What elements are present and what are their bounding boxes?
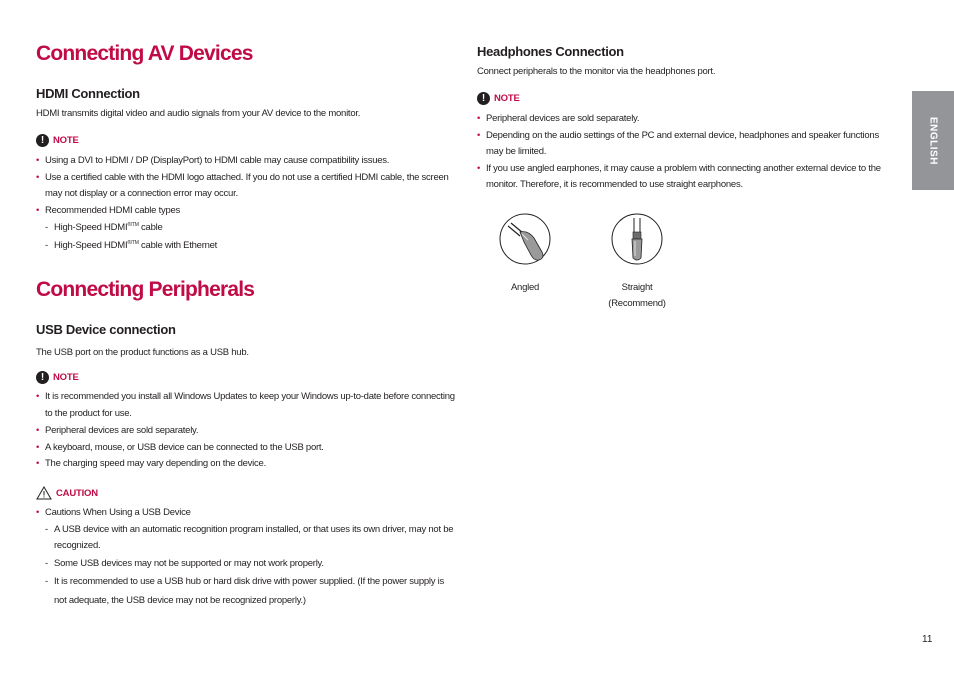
list-item xyxy=(36,505,458,610)
usb-caution-sub-list xyxy=(45,522,458,611)
list-item: • The charging speed may vary depending on the device. xyxy=(36,456,458,473)
list-item: • Peripheral devices are sold separately. xyxy=(477,111,897,128)
sub-list-item xyxy=(45,237,458,255)
hdmi-connection-heading: HDMI Connection xyxy=(36,86,140,101)
caution-triangle-icon xyxy=(36,486,52,500)
headphones-connection-heading: Headphones Connection xyxy=(477,44,624,59)
note-label: NOTE xyxy=(53,372,79,383)
angled-plug-icon xyxy=(498,212,552,266)
list-item: • Depending on the audio settings of the PC and external device, headphones and speaker functions may be limited. xyxy=(477,128,897,161)
straight-plug-figure xyxy=(597,212,677,312)
cable-name: High-Speed HDMI xyxy=(54,239,128,251)
usb-description: The USB port on the product functions as a USB hub. xyxy=(36,347,249,358)
straight-recommend-label: (Recommend) xyxy=(608,298,666,309)
note-icon: ! xyxy=(36,134,49,147)
list-item: • A keyboard, mouse, or USB device can be connected to the USB port. xyxy=(36,440,458,457)
headphones-note-list xyxy=(477,111,897,194)
list-item: • Using a DVI to HDMI / DP (DisplayPort) to HDMI cable may cause compatibility issues. xyxy=(36,153,458,170)
language-tab-label: ENGLISH xyxy=(927,116,939,165)
sub-list-item: - A USB device with an automatic recognition program installed, or that uses its own driver, may not be recognized. xyxy=(45,522,458,555)
headphones-description: Connect peripherals to the monitor via the headphones port. xyxy=(477,66,716,77)
angled-label: Angled xyxy=(510,282,540,293)
cable-suffix: cable xyxy=(138,222,163,233)
note-label: NOTE xyxy=(494,93,520,104)
list-item-text: Recommended HDMI cable types xyxy=(45,204,181,216)
sub-list-item: - It is recommended to use a USB hub or hard disk drive with power supplied. (If the power supply is not adequate, the USB device may not be recognized properly.) xyxy=(45,572,458,610)
peripherals-title: Connecting Peripherals xyxy=(36,278,255,301)
note-label: NOTE xyxy=(53,135,79,146)
cable-name: High-Speed HDMI xyxy=(54,222,128,233)
straight-plug-icon xyxy=(610,212,664,266)
hdmi-note-list xyxy=(36,153,458,254)
list-item xyxy=(36,203,458,255)
angled-plug-figure xyxy=(495,212,555,296)
trademark: ®/TM xyxy=(127,221,139,228)
sub-list-item xyxy=(45,219,458,237)
sub-list-item: - Some USB devices may not be supported or may not work properly. xyxy=(45,555,458,573)
av-devices-title: Connecting AV Devices xyxy=(36,42,253,65)
usb-connection-heading: USB Device connection xyxy=(36,322,176,337)
hdmi-cable-types xyxy=(45,219,458,254)
hdmi-description: HDMI transmits digital video and audio signals from your AV device to the monitor. xyxy=(36,108,361,119)
straight-label: Straight xyxy=(621,282,653,293)
usb-note-list xyxy=(36,389,458,473)
trademark: ®/TM xyxy=(127,239,139,246)
list-item: • Use a certified cable with the HDMI logo attached. If you do not use a certified HDMI cable, the screen may not display or a connection error may occur. xyxy=(36,170,458,203)
usb-caution-list xyxy=(36,505,458,610)
usb-caution-header xyxy=(36,486,98,500)
page-number: 11 xyxy=(922,634,933,645)
list-item-text: Cautions When Using a USB Device xyxy=(45,507,191,518)
list-item: • Peripheral devices are sold separately. xyxy=(36,423,458,440)
caution-label: CAUTION xyxy=(56,487,98,499)
note-icon: ! xyxy=(36,371,49,384)
headphones-note-header xyxy=(477,92,520,105)
list-item: • It is recommended you install all Windows Updates to keep your Windows up-to-date before connecting to the product for use. xyxy=(36,389,458,422)
list-item: • If you use angled earphones, it may cause a problem with connecting another external device to the monitor. Therefore, it is recommended to use straight earphones. xyxy=(477,161,897,194)
usb-note-header xyxy=(36,371,79,384)
note-icon: ! xyxy=(477,92,490,105)
hdmi-note-header xyxy=(36,134,79,147)
language-tab xyxy=(912,91,954,190)
cable-suffix: cable with Ethernet xyxy=(138,239,218,251)
